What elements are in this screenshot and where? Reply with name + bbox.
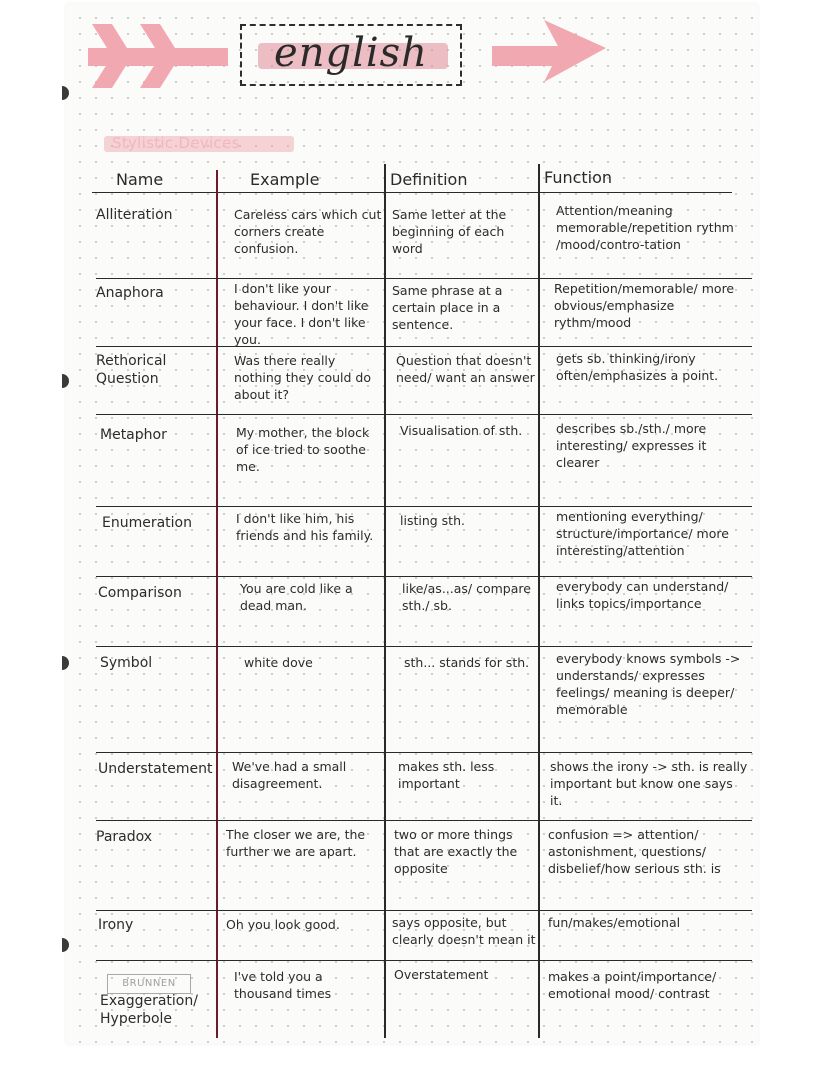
column-divider-name	[216, 170, 218, 1038]
row-definition: makes sth. less important	[398, 759, 495, 791]
row-example: white dove	[244, 655, 313, 670]
row-example: We've had a small disagreement.	[232, 759, 347, 791]
row-definition: Visualisation of sth.	[400, 423, 523, 438]
row-example: My mother, the block of ice tried to soothe me.	[236, 425, 370, 474]
row-divider	[96, 346, 752, 347]
brunnen-stamp: BRUNNEN	[107, 974, 191, 994]
left-arrow-icon	[88, 24, 228, 88]
row-function: Attention/meaning memorable/repetition rythm /mood/contro-tation	[556, 203, 734, 252]
row-definition: sth... stands for sth.	[404, 655, 530, 670]
row-name: Anaphora	[96, 285, 164, 301]
row-example: You are cold like a dead man.	[240, 581, 353, 613]
row-example: Oh you look good.	[226, 917, 340, 932]
row-name: Irony	[98, 917, 134, 933]
column-header-definition: Definition	[390, 170, 468, 189]
row-function: describes sb./sth./ more interesting/ expresses it clearer	[556, 421, 707, 470]
row-divider	[96, 820, 752, 821]
row-divider	[96, 414, 752, 415]
row-function: everybody can understand/ links topics/importance	[556, 579, 729, 611]
row-name: Rethorical Question	[96, 353, 167, 387]
row-definition: Overstatement	[394, 967, 489, 982]
row-definition: says opposite, but clearly doesn't mean it	[392, 915, 536, 947]
row-example: Was there really nothing they could do about it?	[234, 353, 371, 402]
row-function: Repetition/memorable/ more obvious/emphasize rythm/mood	[554, 281, 735, 330]
row-definition: listing sth.	[400, 513, 465, 528]
row-name: Exaggeration/ Hyperbole	[100, 993, 198, 1027]
header-divider	[92, 192, 732, 193]
page-title: english	[274, 30, 428, 76]
row-function: mentioning everything/ structure/importance/ more interesting/attention	[556, 509, 729, 558]
column-divider-example	[384, 164, 386, 1038]
row-example: The closer we are, the further we are apart.	[226, 827, 366, 859]
row-name: Understatement	[98, 761, 213, 777]
row-function: confusion => attention/ astonishment, questions/ disbelief/how serious sth. is	[548, 827, 721, 876]
row-definition: like/as...as/ compare sth./ sb.	[402, 581, 531, 613]
row-function: shows the irony -> sth. is really important but know one says it.	[550, 759, 748, 808]
row-definition: two or more things that are exactly the opposite	[394, 827, 518, 876]
row-name: Enumeration	[102, 515, 192, 531]
row-function: makes a point/importance/ emotional mood/ contrast	[548, 969, 717, 1001]
row-definition: Question that doesn't need/ want an answer	[396, 353, 535, 385]
column-header-function: Function	[544, 168, 613, 187]
row-definition: Same letter at the beginning of each word	[392, 207, 507, 256]
row-divider	[96, 960, 752, 961]
column-header-name: Name	[116, 170, 164, 189]
row-name: Metaphor	[100, 427, 167, 443]
right-arrow-icon	[492, 20, 606, 82]
column-divider-definition	[538, 164, 540, 1038]
row-function: gets sb. thinking/irony often/emphasizes a point.	[556, 351, 719, 383]
title-box	[240, 24, 462, 86]
row-divider	[96, 646, 752, 647]
row-example: I don't like your behaviour. I don't like your face. I don't like you.	[234, 281, 369, 347]
row-example: I've told you a thousand times	[234, 969, 332, 1001]
row-function: everybody knows symbols -> understands/ expresses feelings/ meaning is deeper/ memorable	[556, 651, 741, 717]
row-name: Alliteration	[96, 207, 173, 223]
row-function: fun/makes/emotional	[548, 915, 681, 930]
row-definition: Same phrase at a certain place in a sentence.	[392, 283, 503, 332]
row-divider	[96, 752, 752, 753]
row-example: I don't like him, his friends and his family.	[236, 511, 374, 543]
row-example: Careless cars which cut corners create confusion.	[234, 207, 382, 256]
row-name: Paradox	[96, 829, 153, 845]
row-name: Comparison	[98, 585, 182, 601]
row-name: Symbol	[100, 655, 153, 671]
row-divider	[96, 910, 752, 911]
column-header-example: Example	[250, 170, 320, 189]
section-subtitle: Stylistic Devices	[112, 134, 240, 152]
